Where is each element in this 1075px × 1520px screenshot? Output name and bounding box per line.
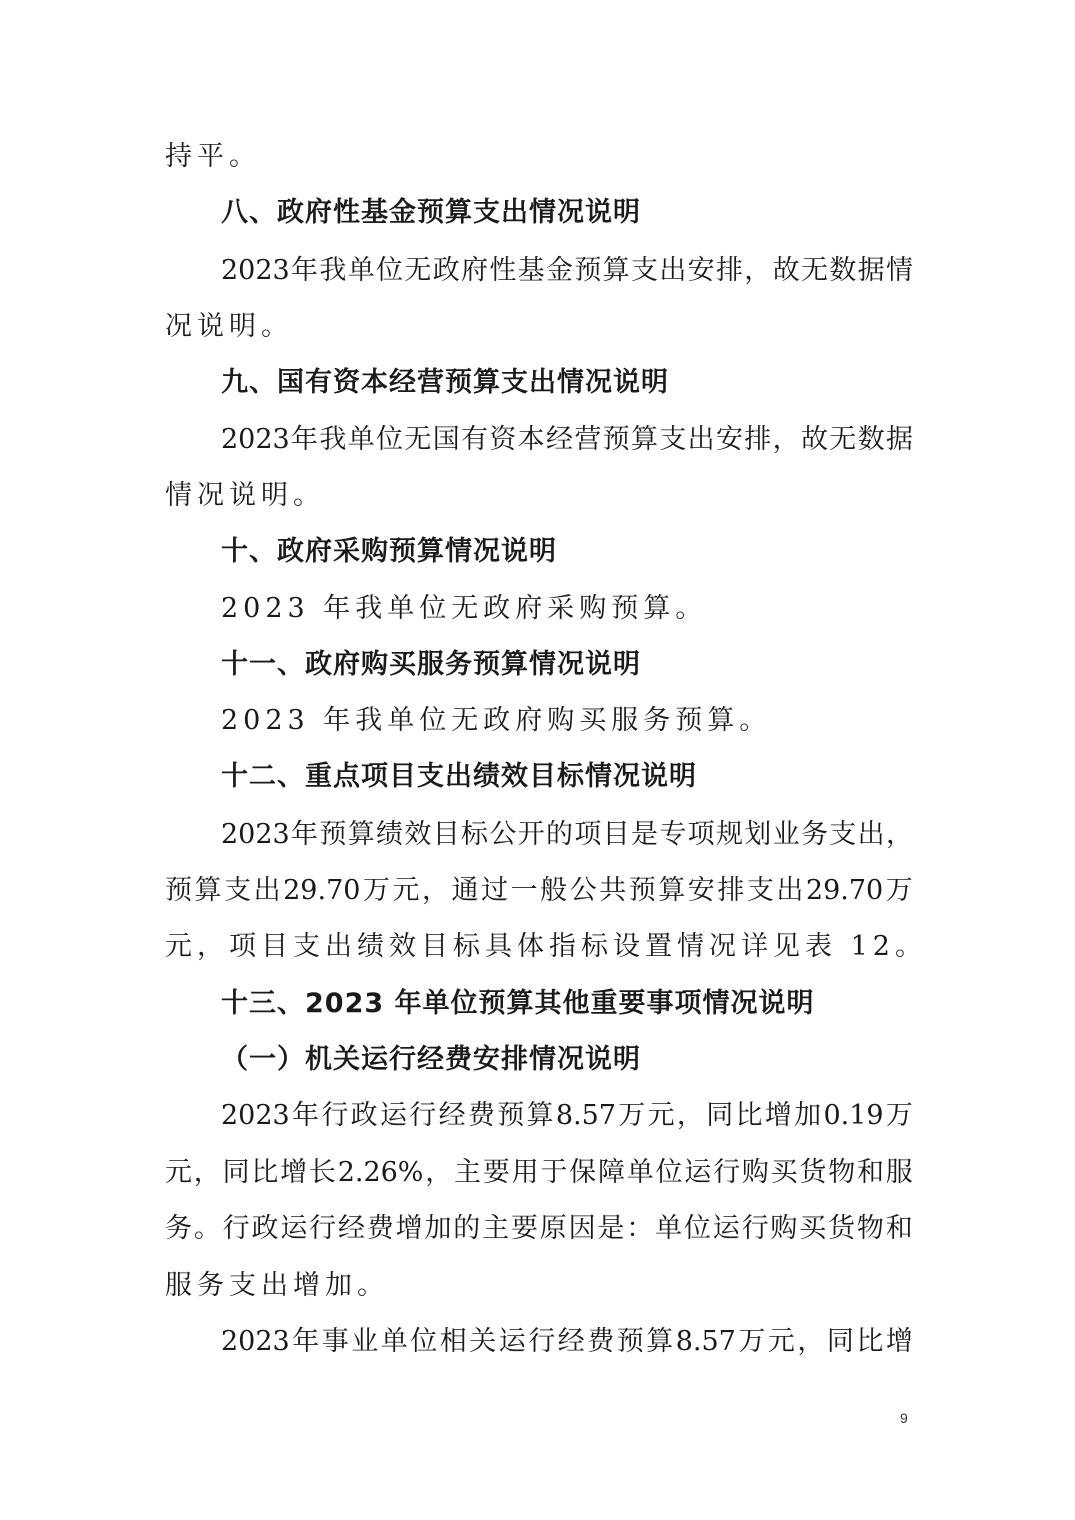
- text-unit: 府: [461, 255, 489, 286]
- text-unit: 年: [291, 424, 319, 455]
- section-heading: 十、政府采购预算情况说明: [221, 536, 557, 567]
- paragraph-line: [221, 1096, 913, 1136]
- text-unit: 预: [616, 1326, 644, 1357]
- text-unit: 出: [776, 875, 804, 906]
- text-unit: 买: [799, 1213, 827, 1244]
- text-unit: 运: [280, 1213, 308, 1244]
- text-unit: 障: [597, 1157, 625, 1188]
- text-unit: 务: [800, 819, 828, 850]
- text-unit: 国: [432, 424, 460, 455]
- text-unit: 2023: [221, 819, 290, 850]
- text-unit: 据: [885, 424, 913, 455]
- paragraph-line: [165, 871, 913, 911]
- section-heading: 十二、重点项目支出绩效目标情况说明: [221, 761, 697, 792]
- text-unit: 关: [469, 1326, 497, 1357]
- text-unit: 年: [292, 1326, 320, 1357]
- text-unit: 费: [366, 1213, 394, 1244]
- text-unit: 比: [856, 1326, 884, 1357]
- text-unit: ，: [425, 1157, 453, 1188]
- text-unit: 项: [687, 819, 715, 850]
- text-unit: 支: [224, 875, 252, 906]
- paragraph-line: 2023 年我单位无政府采购预算。: [221, 593, 708, 624]
- text-unit: 位: [410, 1326, 438, 1357]
- text-unit: 算: [602, 255, 630, 286]
- section-heading: 十一、政府购买服务预算情况说明: [221, 649, 641, 680]
- paragraph-line: 情况说明。: [165, 480, 325, 511]
- text-unit: 营: [574, 424, 602, 455]
- text-unit: 有: [461, 424, 489, 455]
- text-unit: 支: [659, 424, 687, 455]
- text-unit: 购: [770, 1213, 798, 1244]
- text-unit: 目: [602, 819, 630, 850]
- text-unit: 单: [347, 255, 375, 286]
- text-unit: 物: [828, 1157, 856, 1188]
- text-unit: 基: [517, 255, 545, 286]
- text-unit: 划: [744, 819, 772, 850]
- text-unit: 因: [568, 1213, 596, 1244]
- text-unit: 算: [347, 819, 375, 850]
- text-unit: 目: [432, 819, 460, 850]
- text-unit: 出: [253, 875, 281, 906]
- text-unit: 经: [546, 424, 573, 455]
- text-unit: 同: [826, 1326, 854, 1357]
- paragraph-line: 况说明。: [165, 311, 293, 342]
- text-unit: 共: [599, 875, 627, 906]
- text-unit: ：: [626, 1213, 654, 1244]
- text-unit: 0.19: [823, 1100, 884, 1131]
- text-unit: 算: [646, 1326, 674, 1357]
- text-unit: 加: [794, 1100, 822, 1131]
- text-unit: 情: [885, 255, 913, 286]
- text-unit: 保: [569, 1157, 597, 1188]
- text-unit: 行: [409, 1100, 437, 1131]
- text-unit: 行: [321, 1100, 349, 1131]
- text-unit: 支: [630, 255, 658, 286]
- paragraph-line: 服务支出增加。: [165, 1270, 389, 1301]
- text-unit: 无: [829, 424, 857, 455]
- text-unit: 我: [319, 424, 347, 455]
- text-unit: 通: [451, 875, 479, 906]
- text-unit: 务: [165, 1213, 192, 1244]
- text-unit: 的: [453, 1213, 481, 1244]
- section-heading: 八、政府性基金预算支出情况说明: [221, 197, 641, 228]
- text-unit: 经: [337, 1213, 365, 1244]
- text-unit: 29.70: [283, 875, 361, 906]
- paragraph-line: 元，项目支出绩效目标具体指标设置情况详见表 12。: [165, 931, 927, 962]
- text-unit: 无: [800, 255, 828, 286]
- paragraph-line: 2023 年我单位无政府购买服务预算。: [221, 705, 772, 736]
- text-unit: 单: [347, 424, 375, 455]
- text-unit: 行: [741, 1213, 769, 1244]
- paragraph-line: [221, 251, 913, 291]
- text-unit: 我: [319, 255, 347, 286]
- text-unit: 万: [618, 1100, 646, 1131]
- text-unit: 专: [659, 819, 687, 850]
- text-unit: 预: [319, 819, 347, 850]
- text-unit: 故: [772, 255, 800, 286]
- text-unit: 位: [655, 1157, 683, 1188]
- text-unit: 支: [829, 819, 857, 850]
- text-unit: 开: [517, 819, 545, 850]
- section-heading: 十三、2023 年单位预算其他重要事项情况说明: [221, 988, 815, 1019]
- text-unit: 算: [194, 875, 222, 906]
- text-unit: 安: [715, 424, 743, 455]
- text-unit: 2023: [221, 255, 290, 286]
- paragraph-line: [165, 1153, 913, 1193]
- text-unit: 运: [379, 1100, 407, 1131]
- text-unit: 运: [712, 1213, 740, 1244]
- text-unit: 位: [683, 1213, 711, 1244]
- text-unit: 8.57: [675, 1326, 736, 1357]
- text-unit: 预: [628, 875, 656, 906]
- text-unit: 单: [655, 1213, 683, 1244]
- text-unit: 资: [489, 424, 517, 455]
- text-unit: 预: [602, 424, 630, 455]
- text-unit: 预: [165, 875, 192, 906]
- text-unit: 29.70: [805, 875, 884, 906]
- text-unit: 万: [738, 1326, 766, 1357]
- text-unit: 行: [222, 1213, 250, 1244]
- text-unit: 万: [885, 875, 913, 906]
- text-unit: 预: [497, 1100, 525, 1131]
- text-unit: 2023: [221, 1326, 290, 1357]
- text-unit: 据: [857, 255, 885, 286]
- text-unit: 位: [376, 424, 404, 455]
- text-unit: 经: [557, 1326, 585, 1357]
- text-unit: 经: [438, 1100, 466, 1131]
- text-unit: 年: [292, 1100, 320, 1131]
- text-unit: 是: [597, 1213, 625, 1244]
- text-unit: 本: [517, 424, 545, 455]
- text-unit: 政: [432, 255, 460, 286]
- text-unit: 和: [885, 1213, 913, 1244]
- text-unit: 买: [770, 1157, 798, 1188]
- text-unit: 行: [528, 1326, 556, 1357]
- text-unit: 无: [404, 424, 432, 455]
- text-unit: 运: [498, 1326, 526, 1357]
- text-unit: 无: [404, 255, 432, 286]
- text-unit: 数: [857, 424, 885, 455]
- text-unit: 性: [489, 255, 517, 286]
- section-heading: 九、国有资本经营预算支出情况说明: [221, 367, 669, 398]
- text-unit: 运: [684, 1157, 712, 1188]
- text-unit: 绩: [376, 819, 404, 850]
- text-unit: 万: [362, 875, 390, 906]
- text-unit: 政: [350, 1100, 378, 1131]
- text-unit: 算: [658, 875, 686, 906]
- text-unit: 单: [380, 1326, 408, 1357]
- text-unit: 。: [193, 1213, 221, 1244]
- text-unit: 公: [489, 819, 517, 850]
- text-unit: 货: [799, 1157, 827, 1188]
- text-unit: 单: [626, 1157, 654, 1188]
- paragraph-line: [165, 1209, 913, 1249]
- text-unit: 安: [687, 875, 715, 906]
- text-unit: 效: [404, 819, 432, 850]
- text-unit: 2023: [221, 424, 290, 455]
- text-unit: 规: [715, 819, 743, 850]
- text-unit: 过: [481, 875, 509, 906]
- text-unit: 8.57: [555, 1100, 616, 1131]
- text-unit: ，: [772, 424, 800, 455]
- text-unit: 比: [251, 1157, 279, 1188]
- text-unit: 增: [395, 1213, 423, 1244]
- text-unit: 业: [351, 1326, 379, 1357]
- text-unit: 安: [687, 255, 715, 286]
- text-unit: 金: [546, 255, 573, 286]
- text-unit: 政: [251, 1213, 279, 1244]
- text-unit: 费: [467, 1100, 495, 1131]
- text-unit: 业: [772, 819, 800, 850]
- text-unit: 同: [222, 1157, 250, 1188]
- page-number: 9: [900, 1410, 908, 1426]
- text-unit: 行: [309, 1213, 337, 1244]
- text-unit: 一: [510, 875, 538, 906]
- text-unit: 公: [569, 875, 597, 906]
- paragraph-line: [221, 1322, 913, 1362]
- text-unit: 般: [540, 875, 568, 906]
- text-unit: 加: [424, 1213, 452, 1244]
- text-unit: 相: [439, 1326, 467, 1357]
- text-unit: 预: [574, 255, 602, 286]
- text-unit: 同: [706, 1100, 734, 1131]
- text-unit: 要: [482, 1157, 510, 1188]
- text-unit: 增: [280, 1157, 308, 1188]
- text-unit: 排: [717, 875, 745, 906]
- paragraph-line: [221, 815, 913, 855]
- text-unit: 万: [885, 1100, 913, 1131]
- text-unit: 年: [291, 819, 319, 850]
- text-unit: 是: [630, 819, 658, 850]
- text-unit: ，: [744, 255, 772, 286]
- text-unit: 排: [744, 424, 772, 455]
- text-unit: 事: [321, 1326, 349, 1357]
- text-unit: 用: [511, 1157, 539, 1188]
- subsection-heading: （一）机关运行经费安排情况说明: [221, 1044, 641, 1075]
- text-unit: 服: [885, 1157, 913, 1188]
- paragraph-line: 持平。: [165, 141, 261, 172]
- text-unit: 位: [376, 255, 404, 286]
- text-unit: 算: [630, 424, 658, 455]
- text-unit: 2023: [221, 1100, 290, 1131]
- text-unit: 项: [574, 819, 602, 850]
- text-unit: 比: [735, 1100, 763, 1131]
- text-unit: ，: [193, 1157, 221, 1188]
- text-unit: ，: [676, 1100, 704, 1131]
- text-unit: 元: [392, 875, 420, 906]
- text-unit: 支: [746, 875, 774, 906]
- text-unit: 数: [829, 255, 857, 286]
- text-unit: 出: [659, 255, 687, 286]
- text-unit: 要: [510, 1213, 538, 1244]
- text-unit: 长: [308, 1157, 336, 1188]
- text-unit: 购: [741, 1157, 769, 1188]
- text-unit: 出: [857, 819, 885, 850]
- text-unit: 增: [764, 1100, 792, 1131]
- text-unit: 和: [856, 1157, 884, 1188]
- text-unit: 2.26%: [337, 1157, 424, 1188]
- text-unit: 算: [526, 1100, 554, 1131]
- text-unit: 元: [767, 1326, 795, 1357]
- text-unit: 的: [546, 819, 573, 850]
- text-unit: 货: [828, 1213, 856, 1244]
- text-unit: 增: [885, 1326, 913, 1357]
- text-unit: ，: [885, 819, 913, 850]
- text-unit: 故: [800, 424, 828, 455]
- text-unit: 出: [687, 424, 715, 455]
- text-unit: 行: [713, 1157, 741, 1188]
- text-unit: 标: [461, 819, 489, 850]
- text-unit: 元: [165, 1157, 192, 1188]
- text-unit: 于: [540, 1157, 568, 1188]
- text-unit: 原: [539, 1213, 567, 1244]
- text-unit: 主: [482, 1213, 510, 1244]
- text-unit: 排: [715, 255, 743, 286]
- text-unit: 主: [454, 1157, 482, 1188]
- text-unit: 年: [291, 255, 319, 286]
- text-unit: ，: [422, 875, 450, 906]
- text-unit: 费: [587, 1326, 615, 1357]
- paragraph-line: [221, 420, 913, 460]
- text-unit: 元: [647, 1100, 675, 1131]
- text-unit: ，: [797, 1326, 825, 1357]
- text-unit: 物: [856, 1213, 884, 1244]
